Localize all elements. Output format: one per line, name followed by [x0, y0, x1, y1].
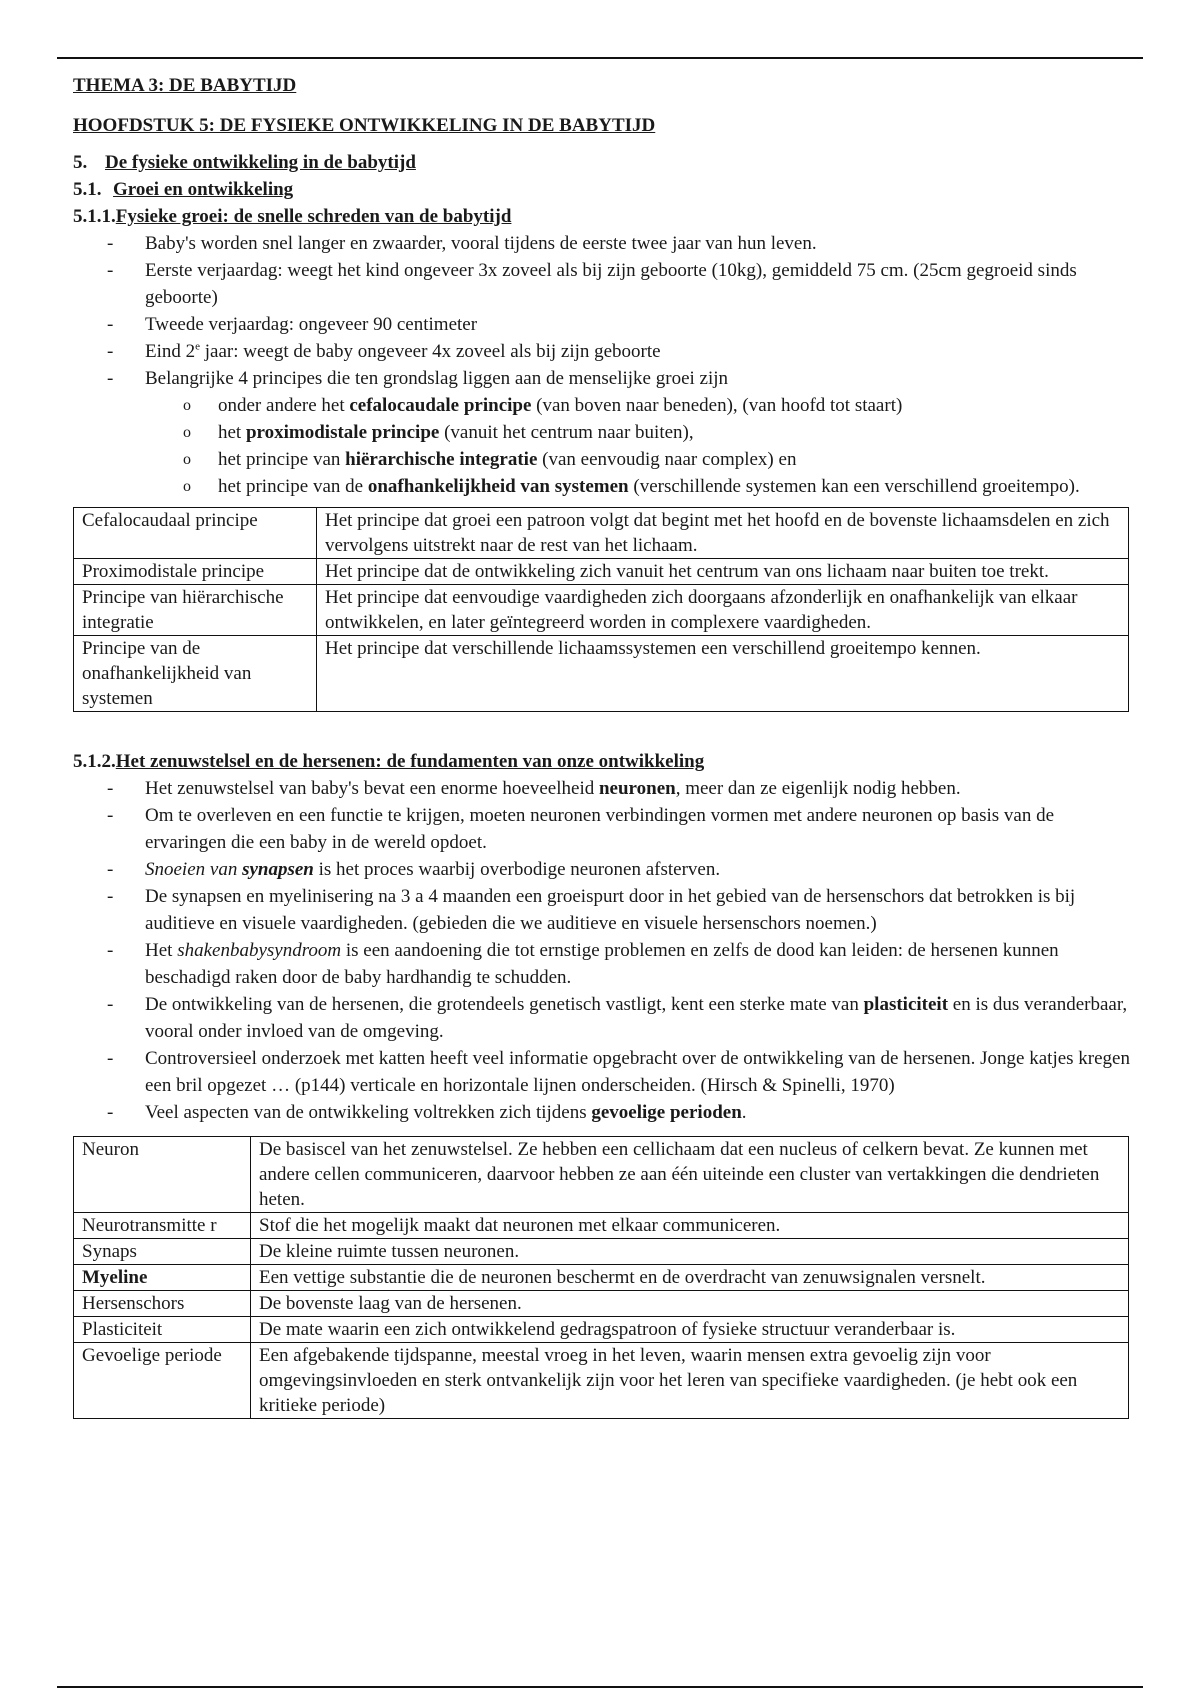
section-number: 5.1.2. [73, 751, 116, 772]
definition-cell: De basiscel van het zenuwstelsel. Ze hebben een cellichaam dat een nucleus of celkern bevat. Ze kunnen met andere cellen communiceren, daarvoor hebben ze aan één uiteinde een cluster van vertakkingen die dendrieten heten. [251, 1137, 1129, 1213]
table-row [74, 1137, 1129, 1213]
term-cell: Hersenschors [74, 1291, 251, 1317]
section-number: 5.1. [73, 179, 102, 200]
term-cell: Myeline [74, 1265, 251, 1291]
section-title: Het zenuwstelsel en de hersenen: de fundamenten van onze ontwikkeling [115, 751, 705, 772]
table-row [74, 1213, 1129, 1239]
definition-cell: Het principe dat verschillende lichaamssystemen een verschillend groeitempo kennen. [317, 636, 1129, 712]
list-item: - Baby's worden snel langer en zwaarder, vooral tijdens de eerste twee jaar van hun leven. [73, 230, 1133, 257]
list-item: - Eerste verjaardag: weegt het kind ongeveer 3x zoveel als bij zijn geboorte (10kg), gemiddeld 75 cm. (25cm gegroeid sinds geboorte) [73, 257, 1133, 311]
list-item: - Eind 2e jaar: weegt de baby ongeveer 4x zoveel als bij zijn geboorte [73, 338, 1133, 365]
list-item: - De synapsen en myelinisering na 3 a 4 maanden een groeispurt door in het gebied van de hersenschors dat betrokken is bij auditieve en visuele vaardigheden. (gebieden die we auditieve en visuele hersenschors noemen.) [73, 883, 1133, 937]
principles-table [73, 507, 1129, 712]
definition-cell: Een vettige substantie die de neuronen beschermt en de overdracht van zenuwsignalen versnelt. [251, 1265, 1129, 1291]
chapter-heading: HOOFDSTUK 5: DE FYSIEKE ONTWIKKELING IN DE BABYTIJD [73, 115, 656, 136]
brain-terms-table [73, 1136, 1129, 1419]
term-cell: Neuron [74, 1137, 251, 1213]
list-item: - Tweede verjaardag: ongeveer 90 centimeter [73, 311, 1133, 338]
top-rule [57, 57, 1143, 59]
spacer [73, 712, 1133, 748]
table-row [74, 1239, 1129, 1265]
list-item: o het proximodistale principe (vanuit het centrum naar buiten), [73, 419, 1133, 446]
term-cell: Principe van hiërarchische integratie [74, 585, 317, 636]
principles-sub-list [73, 392, 1133, 500]
section-title: De fysieke ontwikkeling in de babytijd [105, 152, 416, 173]
theme-heading: THEMA 3: DE BABYTIJD [73, 75, 297, 96]
section-number: 5.1.1. [73, 206, 116, 227]
list-item: - De ontwikkeling van de hersenen, die grotendeels genetisch vastligt, kent een sterke mate van plasticiteit en is dus veranderbaar, vooral onder invloed van de omgeving. [73, 991, 1133, 1045]
definition-cell: Een afgebakende tijdspanne, meestal vroeg in het leven, waarin mensen extra gevoelig zijn voor omgevingsinvloeden en sterk ontvankelijk zijn voor het leren van specifieke vaardigheden. (je hebt ook een kritieke periode) [251, 1343, 1129, 1419]
section-5-heading [73, 149, 1133, 176]
table-row [74, 585, 1129, 636]
bottom-rule [57, 1686, 1143, 1688]
definition-cell: Het principe dat eenvoudige vaardigheden zich doorgaans afzonderlijk en onafhankelijk van elkaar ontwikkelen, en later geïntegreerd worden in complexere vaardigheden. [317, 585, 1129, 636]
table-row [74, 1343, 1129, 1419]
list-item: o het principe van hiërarchische integratie (van eenvoudig naar complex) en [73, 446, 1133, 473]
section-title: Groei en ontwikkeling [113, 179, 294, 200]
list-item: - Het zenuwstelsel van baby's bevat een enorme hoeveelheid neuronen, meer dan ze eigenlijk nodig hebben. [73, 775, 1133, 802]
definition-cell: De kleine ruimte tussen neuronen. [251, 1239, 1129, 1265]
section-5-1-1-heading [73, 203, 1133, 230]
table-row [74, 508, 1129, 559]
list-item: - Belangrijke 4 principes die ten grondslag liggen aan de menselijke groei zijn [73, 365, 1133, 392]
list-item: - Het shakenbabysyndroom is een aandoening die tot ernstige problemen en zelfs de dood kan leiden: de hersenen kunnen beschadigd raken door de baby hardhandig te schudden. [73, 937, 1133, 991]
definition-cell: De bovenste laag van de hersenen. [251, 1291, 1129, 1317]
table-row [74, 1291, 1129, 1317]
term-cell: Gevoelige periode [74, 1343, 251, 1419]
definition-cell: Het principe dat groei een patroon volgt dat begint met het hoofd en de bovenste lichaamsdelen en zich vervolgens uitstrekt naar de rest van het lichaam. [317, 508, 1129, 559]
section-5-1-heading [73, 176, 1133, 203]
term-cell: Neurotransmitte r [74, 1213, 251, 1239]
table-row [74, 1265, 1129, 1291]
document-page [73, 68, 1133, 1419]
definition-cell: De mate waarin een zich ontwikkelend gedragspatroon of fysieke structuur veranderbaar is. [251, 1317, 1129, 1343]
term-cell: Proximodistale principe [74, 559, 317, 585]
list-item: - Veel aspecten van de ontwikkeling voltrekken zich tijdens gevoelige perioden. [73, 1099, 1133, 1126]
brain-bullet-list [73, 775, 1133, 1126]
definition-cell: Het principe dat de ontwikkeling zich vanuit het centrum van ons lichaam naar buiten toe trekt. [317, 559, 1129, 585]
list-item: - Om te overleven en een functie te krijgen, moeten neuronen verbindingen vormen met andere neuronen op basis van de ervaringen die een baby in de wereld opdoet. [73, 802, 1133, 856]
list-item: - Snoeien van synapsen is het proces waarbij overbodige neuronen afsterven. [73, 856, 1133, 883]
term-cell: Plasticiteit [74, 1317, 251, 1343]
term-cell: Cefalocaudaal principe [74, 508, 317, 559]
list-item: - Controversieel onderzoek met katten heeft veel informatie opgebracht over de ontwikkeling van de hersenen. Jonge katjes kregen een bril opgezet … (p144) verticale en horizontale lijnen onderscheiden. (Hirsch & Spinelli, 1970) [73, 1045, 1133, 1099]
growth-bullet-list [73, 230, 1133, 392]
section-number: 5. [73, 152, 88, 173]
definition-cell: Stof die het mogelijk maakt dat neuronen met elkaar communiceren. [251, 1213, 1129, 1239]
term-cell: Synaps [74, 1239, 251, 1265]
section-title: Fysieke groei: de snelle schreden van de babytijd [115, 206, 512, 227]
section-5-1-2-heading [73, 748, 1133, 775]
table-row [74, 1317, 1129, 1343]
list-item: o het principe van de onafhankelijkheid van systemen (verschillende systemen kan een verschillend groeitempo). [73, 473, 1133, 500]
table-row [74, 636, 1129, 712]
list-item: o onder andere het cefalocaudale principe (van boven naar beneden), (van hoofd tot staart) [73, 392, 1133, 419]
table-row [74, 559, 1129, 585]
term-cell: Principe van de onafhankelijkheid van systemen [74, 636, 317, 712]
